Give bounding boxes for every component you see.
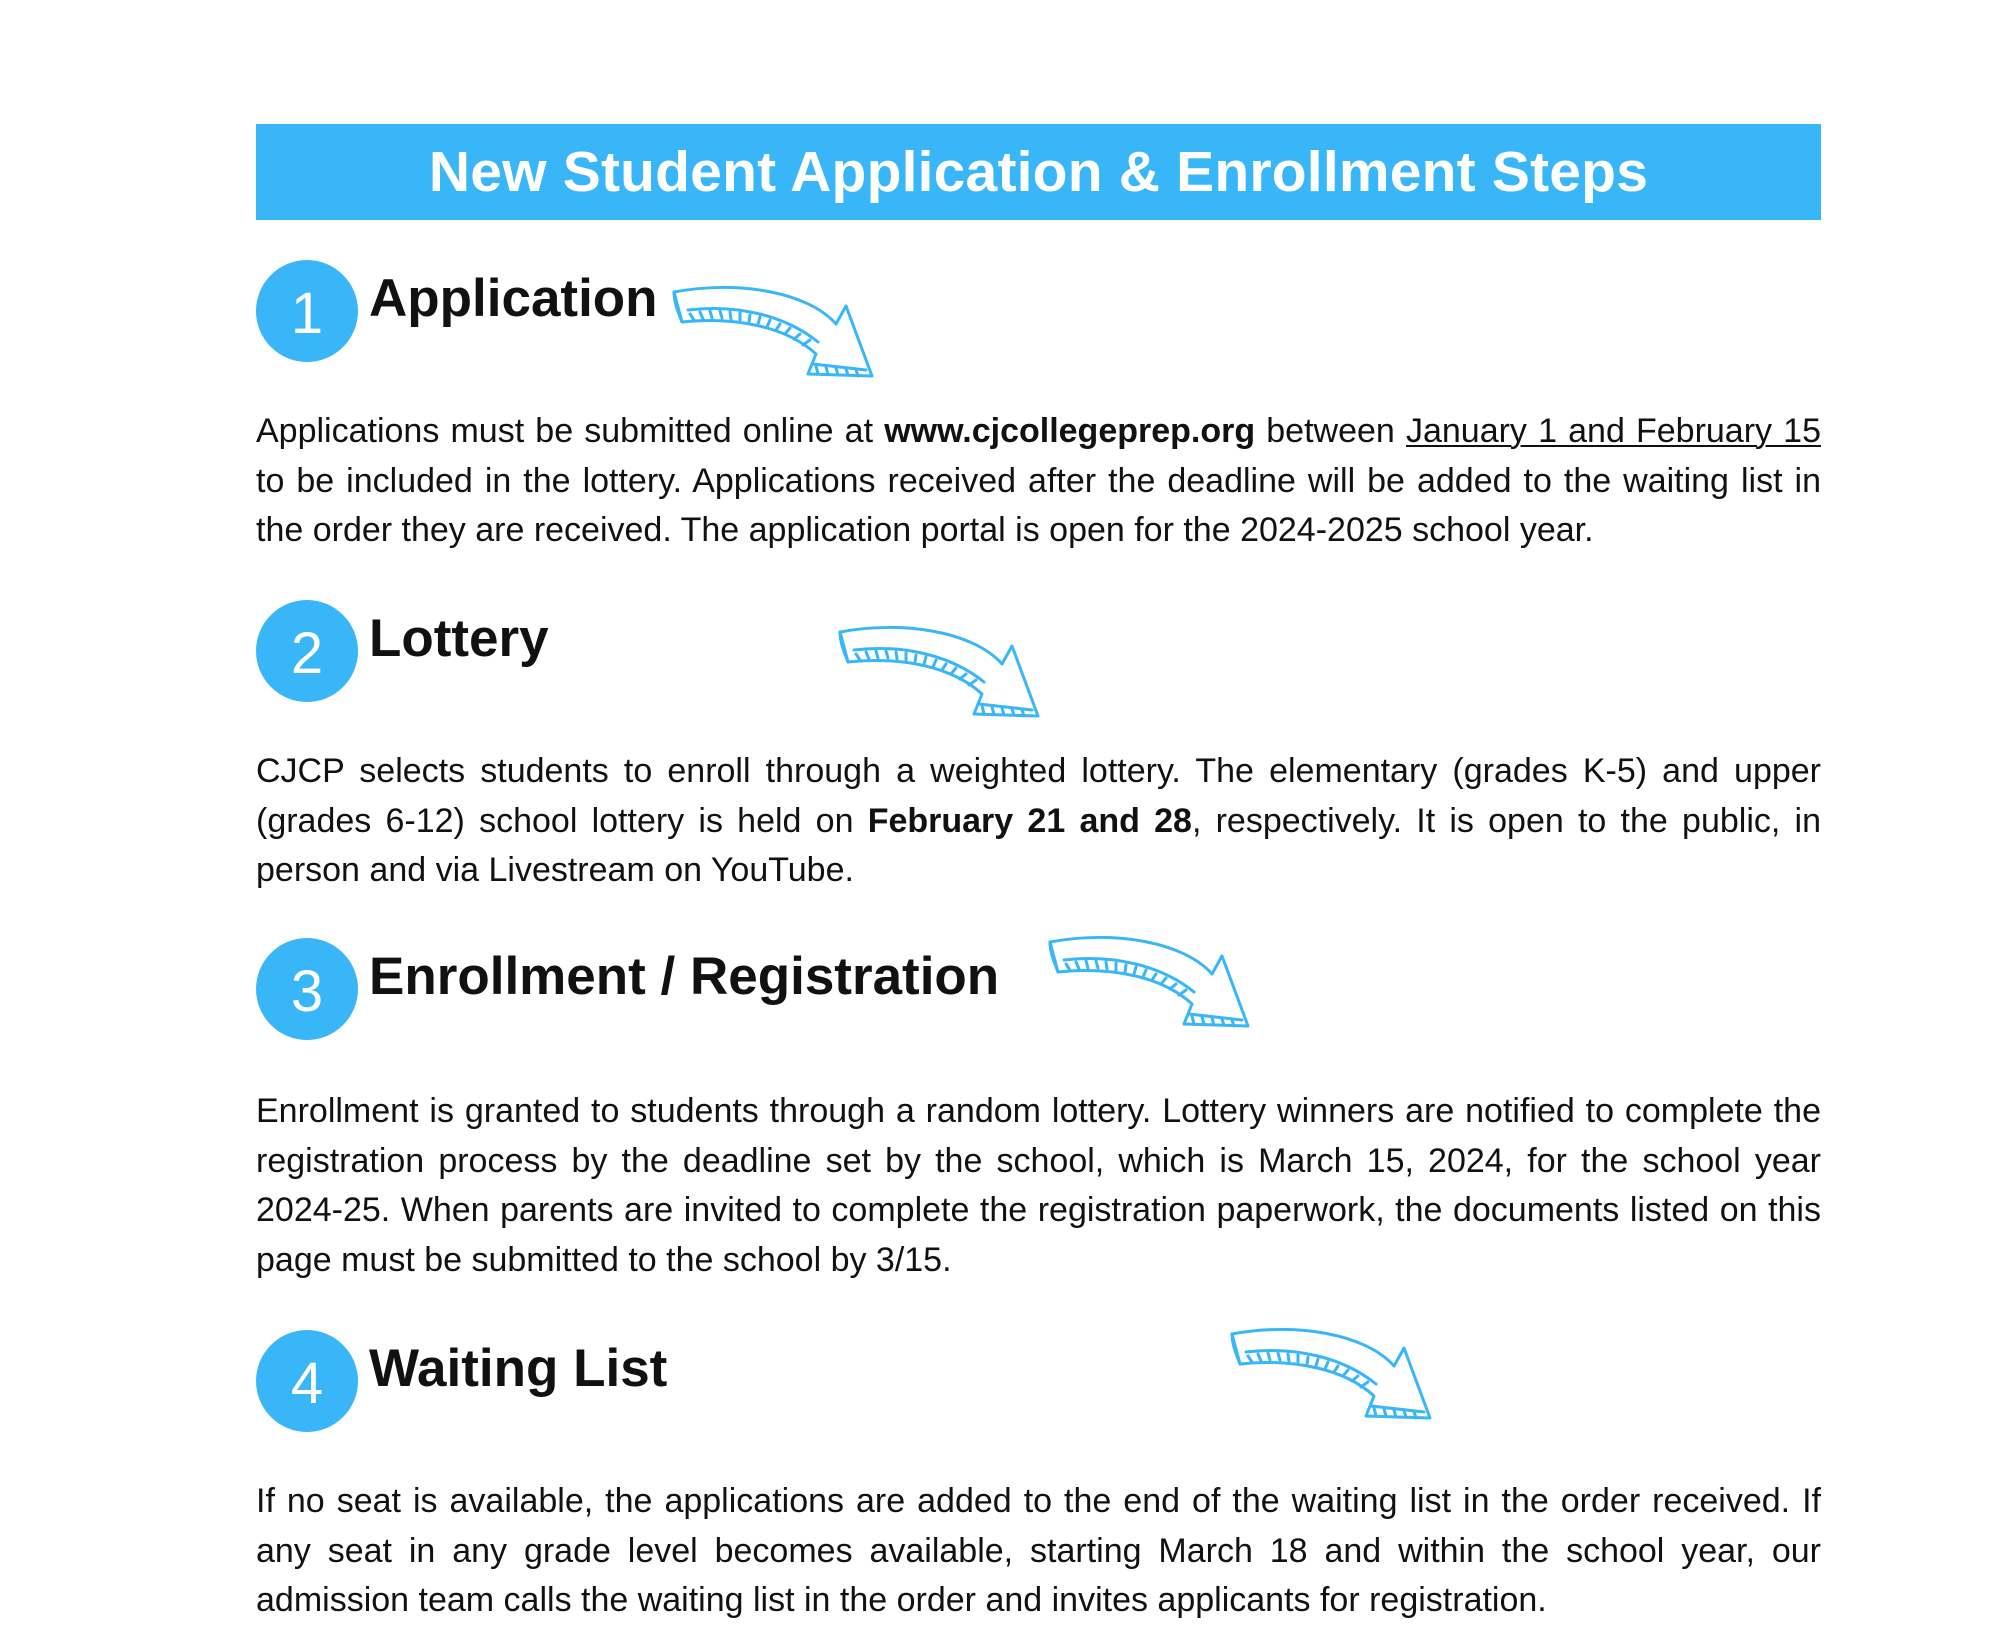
step-3-header <box>256 938 1821 1042</box>
step-1-description: Applications must be submitted online at www.cjcollegeprep.org between January 1 and February 15 to be included in the lottery. Applications received after the deadline will be added to the waiting list in the order they are received. The application portal is open for the 2024-2025 school year. <box>256 412 1821 549</box>
step-4-description: If no seat is available, the applications are added to the end of the waiting list in the order received. If any seat in any grade level becomes available, starting March 18 and within the school year, our admission team calls the waiting list in the order and invites applicants for registration. <box>256 1482 1821 1619</box>
step-4-number-badge: 4 <box>256 1330 358 1432</box>
step-3-number-badge: 3 <box>256 938 358 1040</box>
step-2-title: Lottery <box>369 609 549 668</box>
step-1-title: Application <box>369 269 658 328</box>
step-2-number-badge: 2 <box>256 600 358 702</box>
title-banner <box>256 124 1821 220</box>
page-title: New Student Application & Enrollment Steps <box>428 140 1649 204</box>
step-1-number-badge: 1 <box>256 260 358 362</box>
curved-arrow-icon <box>1226 1326 1436 1432</box>
curved-arrow-icon <box>834 624 1044 730</box>
step-3-title: Enrollment / Registration <box>369 947 1000 1006</box>
application-dates: January 1 and February 15 <box>1405 412 1821 450</box>
lottery-dates: February 21 and 28 <box>867 801 1192 840</box>
curved-arrow-icon <box>1044 934 1254 1040</box>
step-4-header <box>256 1330 1821 1434</box>
curved-arrow-icon <box>668 284 878 390</box>
website-url: www.cjcollegeprep.org <box>884 412 1256 450</box>
step-3-description: Enrollment is granted to students through a random lottery. Lottery winners are notified to complete the registration process by the deadline set by the school, which is March 15, 2024, for the school year 2024-25. When parents are invited to complete the registration paperwork, the documents listed on this page must be submitted to the school by 3/15. <box>256 1092 1821 1279</box>
step-4-title: Waiting List <box>369 1339 668 1398</box>
step-2-description: CJCP selects students to enroll through a weighted lottery. The elementary (grades K-5) and upper (grades 6-12) school lottery is held on February 21 and 28, respectively. It is open to the public, in person and via Livestream on YouTube. <box>256 752 1821 889</box>
step-1-header <box>256 260 1821 364</box>
